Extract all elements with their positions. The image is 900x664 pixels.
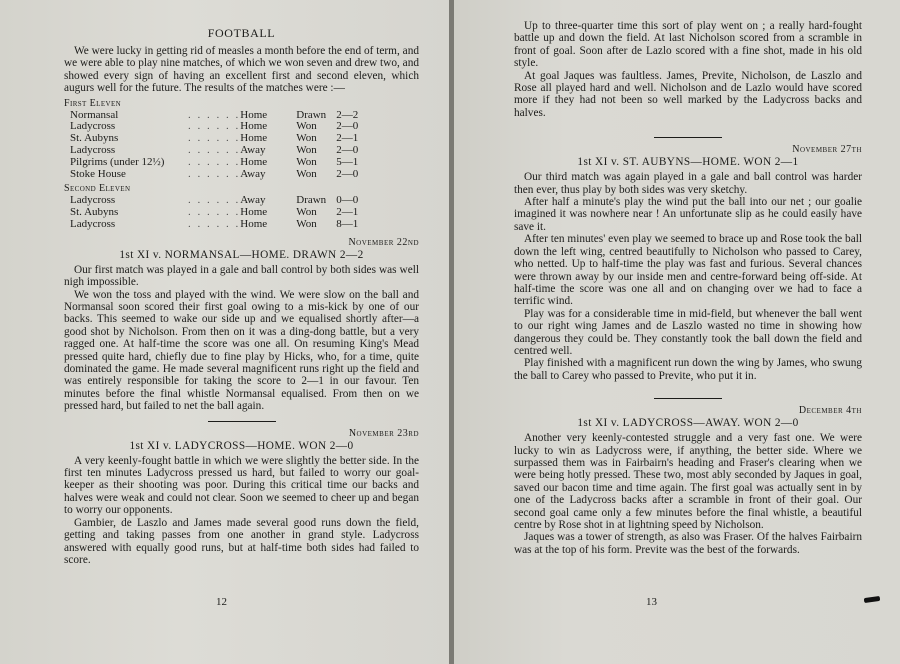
- match-heading: 1st XI v. LADYCROSS—HOME. WON 2—0: [129, 439, 354, 452]
- leader-dots: . . . . . .: [188, 218, 241, 230]
- score: 2—1: [336, 132, 359, 145]
- result: Won: [296, 155, 317, 168]
- report-paragraph: After ten minutes' even play we seemed to brace up and Rose took the ball down the left wing, centred beautifully to Nicholson who passed to Carey, who netted. Up to half-time the play was fast and furious. Several chances were thrown away by our inside men and centre-forward being off-side. At half-time the score was one all and on changing over we had to face a terrific wind.: [514, 233, 862, 308]
- leader-dots: . . . . . .: [188, 144, 241, 157]
- venue: Home: [240, 120, 268, 133]
- result: Won: [296, 144, 317, 157]
- result-row: [70, 219, 358, 231]
- match-date: December 4th: [798, 405, 862, 417]
- page-title: FOOTBALL: [207, 26, 276, 40]
- opponent: St. Aubyns: [70, 132, 119, 145]
- match-date: November 23rd: [348, 427, 419, 439]
- opponent: Ladycross: [70, 120, 116, 133]
- section-divider: [208, 421, 276, 422]
- opponent: Pilgrims (under 12½): [70, 155, 165, 168]
- leader-dots: . . . . . .: [188, 194, 241, 207]
- leader-dots: . . . . . .: [188, 108, 241, 121]
- leader-dots: . . . . . .: [188, 132, 241, 145]
- first-eleven-results: [70, 110, 358, 181]
- report-paragraph: At goal Jaques was faultless. James, Previte, Nicholson, de Laszlo and Rose all played hard and well. Nicholson and de Lazlo would have scored more if they had not been so well marked by the Ladycross backs and halves.: [514, 69, 862, 119]
- leader-dots: . . . . . .: [188, 206, 241, 219]
- result-row: [70, 157, 358, 169]
- first-eleven-heading: First Eleven: [64, 97, 122, 109]
- match-date: November 27th: [792, 144, 862, 156]
- result: Drawn: [296, 194, 327, 207]
- match-heading: 1st XI v. ST. AUBYNS—HOME. WON 2—1: [577, 156, 799, 169]
- result: Won: [296, 218, 317, 230]
- report-paragraph: Our third match was again played in a gale and ball control was harder then ever, thus play by both sides was very sketchy.: [514, 171, 862, 196]
- section-divider: [654, 137, 722, 138]
- report-paragraph: Another very keenly-contested struggle and a very fast one. We were lucky to win as Ladycross were, if anything, the better side. Where we surpassed them was in Fairbairn's heading and Fraser's clearing when we were being hotly pressed. These two, most ably seconded by Jaques in goal, saved our bacon time and time again. The first goal was actually sent in by one of the Ladycross backs after a scramble in front of their goal. Our second goal came only a few minutes before the final whistle, a beautiful centre by Rose shot in at lightning speed by Nicholson.: [514, 432, 862, 531]
- ink-mark: [864, 596, 881, 603]
- venue: Home: [240, 206, 268, 219]
- venue: Away: [240, 167, 266, 180]
- report-paragraph: Play finished with a magnificent run down the wing by James, who swung the ball to Carey who passed to Previte, who put it in.: [514, 357, 862, 382]
- right-page: [454, 0, 900, 664]
- match-heading: 1st XI v. LADYCROSS—AWAY. WON 2—0: [577, 417, 799, 430]
- venue: Home: [240, 132, 268, 145]
- venue: Away: [240, 194, 266, 207]
- result: Won: [296, 120, 317, 133]
- report-paragraph: Jaques was a tower of strength, as also was Fraser. Of the halves Fairbairn was at the top of his form. Previte was the best of the forwards.: [514, 531, 862, 556]
- report-paragraph: After half a minute's play the wind put the ball into our net ; our goalie imagined it was nowhere near ! An unfortunate slip as he could easily have save it.: [514, 196, 862, 233]
- result: Won: [296, 167, 317, 180]
- section-divider: [654, 398, 722, 399]
- page-number: 12: [216, 596, 227, 608]
- result-row: [70, 169, 358, 181]
- result: Won: [296, 206, 317, 219]
- match-heading: 1st XI v. NORMANSAL—HOME. DRAWN 2—2: [119, 248, 364, 261]
- report-paragraph: Play was for a considerable time in mid-field, but whenever the ball went to our right wing James and de Laszlo wasted no time in showing how dangerous they could be. They constantly took the ball down the field and centred well.: [514, 307, 862, 357]
- score: 2—0: [336, 144, 359, 157]
- score: 2—2: [336, 108, 359, 121]
- report-paragraph: Up to three-quarter time this sort of play went on ; a really hard-fought battle up and down the field. At last Nicholson scored from a scramble in front of goal. Soon after de Lazlo scored with a fine shot, made in his old style.: [514, 20, 862, 70]
- page-number: 13: [646, 596, 657, 608]
- venue: Away: [240, 144, 266, 157]
- venue: Home: [240, 108, 268, 121]
- venue: Home: [240, 218, 268, 230]
- report-paragraph: Our first match was played in a gale and ball control by both sides was well nigh impossible.: [64, 263, 419, 289]
- match-date: November 22nd: [348, 236, 419, 248]
- left-page: [0, 0, 449, 664]
- score: 0—0: [336, 194, 359, 207]
- result: Won: [296, 132, 317, 145]
- score: 5—1: [336, 155, 359, 168]
- opponent: Stoke House: [70, 167, 126, 180]
- second-eleven-heading: Second Eleven: [64, 183, 131, 195]
- venue: Home: [240, 155, 268, 168]
- report-paragraph: A very keenly-fought battle in which we were slightly the better side. In the first ten minutes Ladycross pressed us hard, but failed to worry our goal-keeper as their shooting was poor. During this critical time our backs and halves were weak and could not clear. Soon we seemed to cheer up and began to worry our opponents.: [64, 454, 419, 517]
- leader-dots: . . . . . .: [188, 167, 241, 180]
- opponent: Normansal: [70, 108, 119, 121]
- result: Drawn: [296, 108, 327, 121]
- opponent: Ladycross: [70, 144, 116, 157]
- opponent: Ladycross: [70, 194, 116, 207]
- score: 2—1: [336, 206, 359, 219]
- opponent: St. Aubyns: [70, 206, 119, 219]
- opponent: Ladycross: [70, 218, 116, 230]
- report-paragraph: We won the toss and played with the wind. We were slow on the ball and Normansal soon scored their first goal owing to a mis-kick by one of our backs. This seemed to wake our side up and we equalised shortly after—a good shot by Nicholson. From then on it was a ding-dong battle, but a very ragged one. At half-time the score was one all. On resuming King's Mead pressed quite hard, chiefly due to fine play by Hicks, who, for a time, quite dominated the game. He made several magnificent runs right up the field and was entirely responsible for taking the score to 2—1 in our favour. Ten minutes before the final whistle Normansal equalised. From then on we pressed hard, but failed to net the ball again.: [64, 288, 419, 413]
- score: 8—1: [336, 218, 359, 230]
- score: 2—0: [336, 167, 359, 180]
- leader-dots: . . . . . .: [188, 120, 241, 133]
- score: 2—0: [336, 120, 359, 133]
- report-paragraph: Gambier, de Laszlo and James made several good runs down the field, getting and taking passes from one another in grand style. Ladycross answered with equally good runs, but at half-time both sides had failed to score.: [64, 516, 419, 566]
- second-eleven-results: [70, 195, 358, 230]
- leader-dots: . . . . . .: [188, 155, 241, 168]
- intro-paragraph: We were lucky in getting rid of measles a month before the end of term, and we were able to play nine matches, of which we won seven and drew two, and showed every sign of having an excellent first and second eleven, which augurs well for the future. The results of the matches were :—: [64, 45, 419, 95]
